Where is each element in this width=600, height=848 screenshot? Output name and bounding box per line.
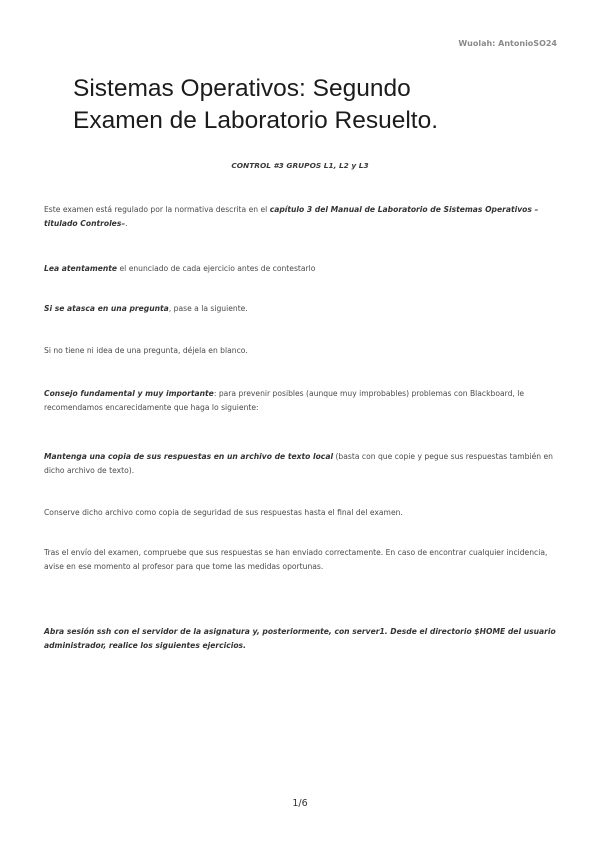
paragraph-advice <box>44 387 560 415</box>
read-carefully-text: el enunciado de cada ejercicio antes de contestarlo <box>117 264 316 273</box>
paragraph-ssh-instructions <box>44 625 560 653</box>
control-heading: CONTROL #3 GRUPOS L1, L2 y L3 <box>231 161 369 170</box>
paragraph-backup <box>44 506 560 520</box>
regulation-end: . <box>125 219 128 228</box>
backup-text: Conserve dicho archivo como copia de seguridad de sus respuestas hasta el final del examen. <box>44 508 403 517</box>
title-line-1: Sistemas Operativos: Segundo <box>73 75 411 102</box>
stuck-text: , pase a la siguiente. <box>168 304 248 313</box>
paragraph-after-submit <box>44 546 560 574</box>
no-idea-text: Si no tiene ni idea de una pregunta, déjela en blanco. <box>44 346 248 355</box>
ssh-instructions-text: Abra sesión ssh con el servidor de la asignatura y, posteriormente, con server1. Desde el directorio $HOME del usuario administrador, realice los siguientes ejercicios. <box>44 627 556 650</box>
stuck-emphasis: Si se atasca en una pregunta <box>44 304 169 313</box>
paragraph-read-carefully <box>44 262 560 276</box>
paragraph-stuck <box>44 302 560 316</box>
read-carefully-emphasis: Lea atentamente <box>44 264 118 273</box>
paragraph-keep-copy <box>44 450 560 478</box>
advice-emphasis: Consejo fundamental y muy importante <box>44 389 214 398</box>
wuolah-watermark: Wuolah: AntonioSO24 <box>458 39 557 48</box>
paragraph-regulation <box>44 203 560 231</box>
advice-text: : para prevenir posibles (aunque muy improbables) problemas con Blackboard, le recomendamos encarecidamente que haga lo siguiente: <box>44 389 525 412</box>
page-number: 1/6 <box>292 798 308 809</box>
after-submit-text: Tras el envío del examen, compruebe que sus respuestas se han enviado correctamente. En caso de encontrar cualquier incidencia, avise en ese momento al profesor para que tome las medidas oportunas. <box>44 548 548 571</box>
keep-copy-text: (basta con que copie y pegue sus respuestas también en dicho archivo de texto). <box>44 452 553 475</box>
regulation-text: Este examen está regulado por la normativa descrita en el <box>44 205 270 214</box>
regulation-reference: capítulo 3 del Manual de Laboratorio de Sistemas Operativos – titulado Controles– <box>44 205 539 228</box>
keep-copy-emphasis: Mantenga una copia de sus respuestas en un archivo de texto local <box>44 452 334 461</box>
title-line-2: Examen de Laboratorio Resuelto. <box>73 107 438 134</box>
document-title <box>73 73 553 137</box>
paragraph-no-idea <box>44 344 560 358</box>
